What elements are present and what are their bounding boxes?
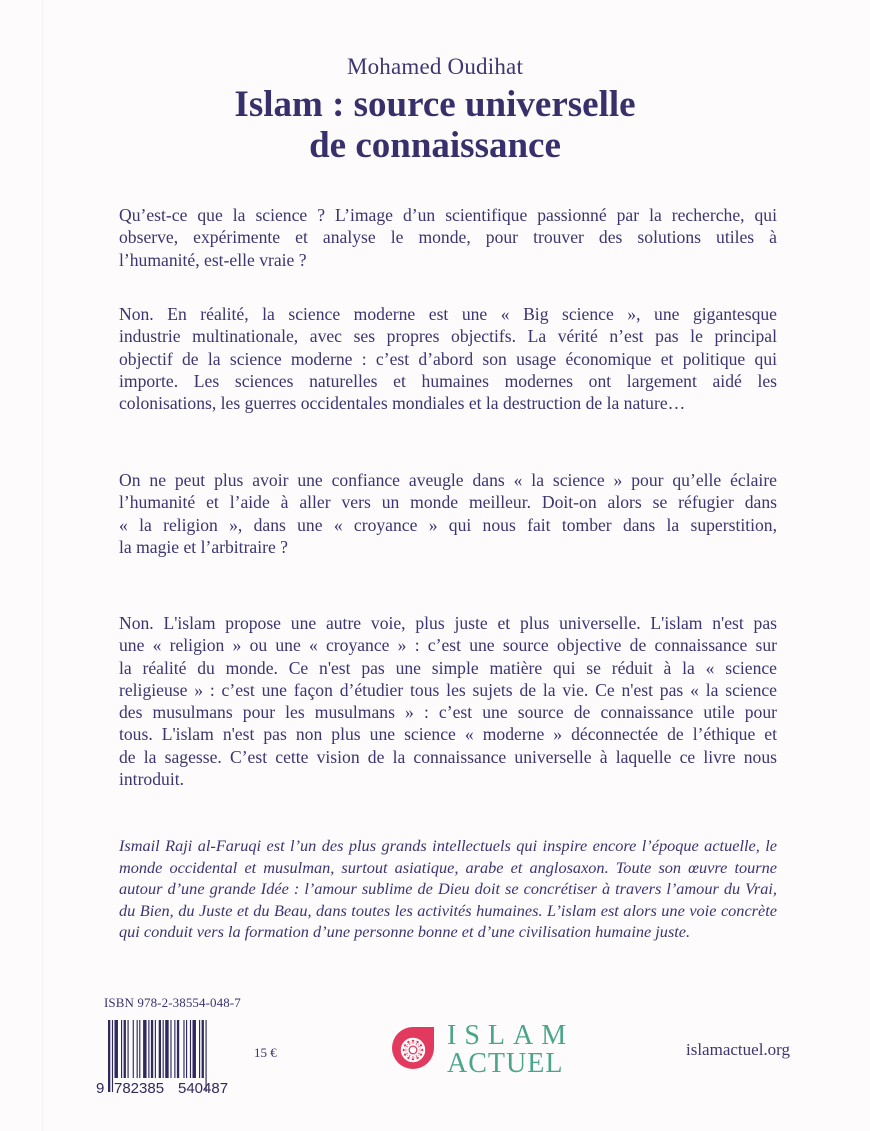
- text-line: importe. Les sciences naturelles et humaines modernes ont largement aidé les: [119, 370, 777, 391]
- barcode-bar: [139, 1020, 140, 1078]
- text-line: autour d’une grande Idée : l’amour sublime de Dieu doit se concrétiser à travers l’amour du Vrai,: [119, 879, 777, 899]
- text-line: de la sagesse. C’est cette vision de la connaissance universelle à laquelle ce livre nous: [119, 746, 777, 767]
- barcode-bar: [159, 1020, 161, 1078]
- paragraph-2: [119, 303, 777, 414]
- barcode-bar: [148, 1020, 149, 1078]
- page-edge: [42, 0, 43, 1131]
- text-line: qui conduit vers la formation d’une personne bonne et d’une civilisation humaine juste.: [119, 922, 691, 942]
- text-line: des musulmans pour les musulmans » : c’est une source de connaissance utile pour: [119, 702, 777, 723]
- text-line: Ismail Raji al-Faruqi est l’un des plus grands intellectuels qui inspire encore l’époque actuelle, le: [119, 836, 777, 855]
- text-line: « la religion », dans une « croyance » qui nous fait tomber dans la superstition,: [119, 514, 777, 535]
- text-line: Qu’est-ce que la science ? L’image d’un scientifique passionné par la recherche, qui: [119, 205, 777, 225]
- text-line: colonisations, les guerres occidentales mondiales et la destruction de la nature…: [119, 393, 686, 414]
- barcode-bar: [170, 1020, 171, 1078]
- barcode-bar: [108, 1020, 110, 1092]
- text-line: observe, expérimente et analyse le monde, pour trouver des solutions utiles à: [119, 227, 777, 248]
- text-line: la réalité du monde. Ce n'est pas une simple matière qui se réduit à la « science: [119, 657, 777, 678]
- paragraph-4: [119, 612, 777, 790]
- text-line: religieuse » : c’est une façon d’étudier tous les sujets de la vie. Ce n'est pas « la science: [119, 679, 777, 700]
- barcode-bar: [128, 1020, 129, 1078]
- paragraph-3: [119, 469, 777, 558]
- publisher-name-line-1: ISLAM: [447, 1020, 575, 1051]
- barcode-bar: [155, 1020, 156, 1078]
- barcode-bar: [115, 1020, 118, 1078]
- book-title: [0, 84, 870, 166]
- text-line: objectif de la science moderne : c’est d’abord son usage économique et politique qui: [119, 348, 777, 369]
- text-line: On ne peut plus avoir une confiance aveugle dans « la science » pour qu’elle éclaire: [119, 470, 777, 490]
- barcode-digit-lead: 9: [96, 1080, 105, 1095]
- text-line: l’humanité et l’aide à aller vers un monde meilleur. Doit-on alors se réfugier dans: [119, 492, 777, 513]
- barcode-bar: [199, 1020, 200, 1078]
- paragraph-1: [119, 204, 777, 271]
- barcode: [96, 1020, 241, 1095]
- barcode-bar: [193, 1020, 196, 1078]
- isbn-label: ISBN 978-2-38554-048-7: [104, 995, 241, 1010]
- barcode-bar: [112, 1020, 113, 1092]
- barcode-bar: [165, 1020, 168, 1078]
- barcode-bar: [174, 1020, 175, 1078]
- text-line: monde occidental et musulman, surtout asiatique, arabe et anglosaxon. Toute son œuvre tourne: [119, 857, 777, 877]
- text-line: tous. L'islam n'est pas non plus une science « moderne » déconnectée de l’éthique et: [119, 724, 777, 745]
- text-line: du Bien, du Juste et du Beau, dans toutes les activités humaines. L’islam est alors une voie concrète: [119, 900, 777, 920]
- barcode-bar: [137, 1020, 138, 1078]
- publisher-name-line-2: ACTUEL: [447, 1048, 564, 1079]
- barcode-bar: [151, 1020, 153, 1078]
- website-link[interactable]: islamactuel.org: [686, 1040, 791, 1059]
- teardrop-rosette-logo-icon: [388, 1023, 438, 1073]
- text-line: l’humanité, est-elle vraie ?: [119, 249, 307, 270]
- text-line: une « religion » ou une « croyance » : c’est une source objective de connaissance sur: [119, 635, 777, 656]
- barcode-bar: [143, 1020, 146, 1078]
- text-line: Non. L'islam propose une autre voie, plus juste et plus universelle. L'islam n'est pas: [119, 613, 777, 633]
- text-line: Non. En réalité, la science moderne est une « Big science », une gigantesque: [119, 304, 777, 324]
- barcode-bar: [133, 1020, 134, 1078]
- barcode-digits-left: 782385: [114, 1080, 165, 1095]
- text-line: introduit.: [119, 769, 184, 790]
- text-line: industrie multinationale, avec ses propres objectifs. La vérité n’est pas le principal: [119, 326, 777, 347]
- author-bio: [119, 835, 777, 943]
- barcode-bar: [186, 1020, 187, 1078]
- barcode-bar: [183, 1020, 184, 1078]
- barcode-digits-right: 540487: [178, 1080, 229, 1095]
- title-line-1: Islam : source universelle: [234, 84, 636, 125]
- title-line-2: de connaissance: [309, 125, 561, 166]
- barcode-bar: [177, 1020, 179, 1078]
- barcode-bar: [163, 1020, 164, 1078]
- barcode-bar: [190, 1020, 191, 1078]
- barcode-bar: [121, 1020, 122, 1078]
- author-name: Mohamed Oudihat: [346, 54, 524, 79]
- barcode-bar: [202, 1020, 204, 1078]
- barcode-bar: [124, 1020, 126, 1078]
- text-line: la magie et l’arbitraire ?: [119, 536, 288, 557]
- price-label: 15 €: [254, 1045, 277, 1060]
